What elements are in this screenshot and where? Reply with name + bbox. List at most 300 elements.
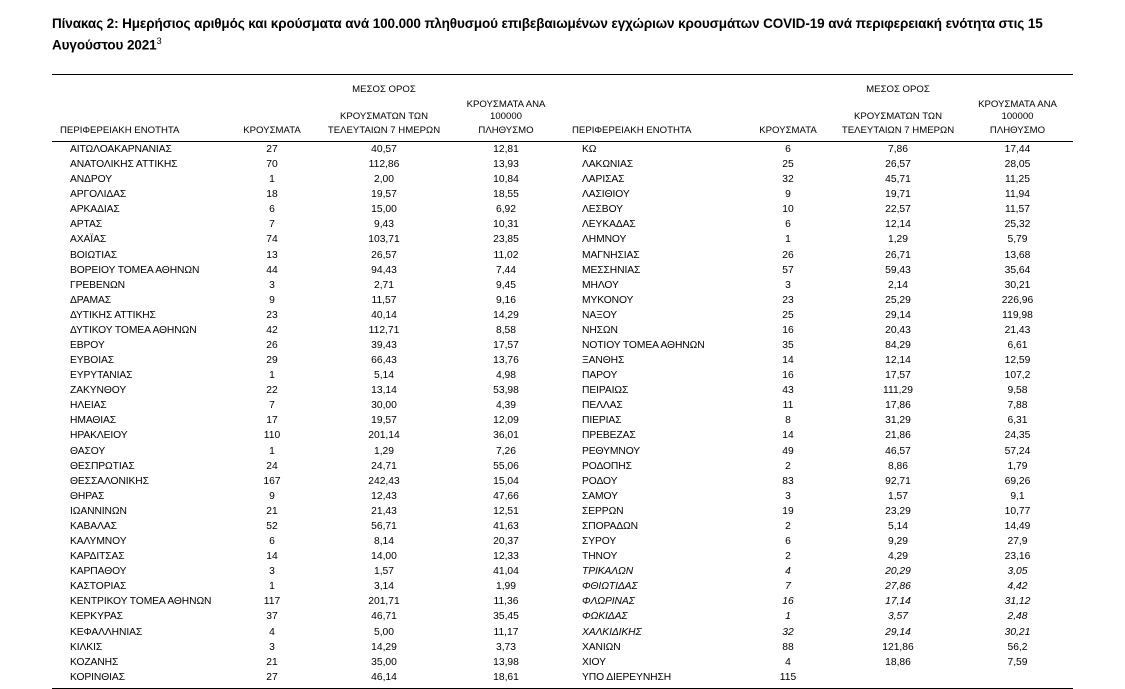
header-avg-right-line2: ΚΡΟΥΣΜΑΤΩΝ ΤΩΝ — [853, 110, 943, 122]
header-blank-per-left — [448, 75, 564, 98]
avg7-left: 19,57 — [371, 189, 397, 201]
cases-right: 43 — [782, 385, 794, 397]
avg7-right: 1,57 — [887, 490, 909, 502]
avg7-right: 19,71 — [885, 189, 911, 201]
avg7-left: 1,29 — [373, 445, 395, 457]
region-name-left: ΘΕΣΠΡΩΤΙΑΣ — [70, 460, 135, 472]
cases-left: 26 — [266, 340, 278, 352]
region-name-right: ΞΑΝΘΗΣ — [582, 355, 625, 367]
avg7-right: 29,14 — [885, 309, 911, 321]
per100k-left: 47,66 — [493, 490, 519, 502]
per100k-left: 55,06 — [493, 460, 519, 472]
region-name-right: ΝΑΞΟΥ — [582, 309, 618, 321]
region-name-left: ΚΟΖΑΝΗΣ — [70, 656, 119, 668]
cases-left: 167 — [263, 475, 281, 487]
region-name-right: ΜΑΓΝΗΣΙΑΣ — [582, 249, 640, 261]
region-name-left: ΕΥΡΥΤΑΝΙΑΣ — [70, 370, 133, 382]
avg7-right: 5,14 — [887, 520, 909, 532]
avg7-right: 22,57 — [885, 204, 911, 216]
region-name-right: ΦΛΩΡΙΝΑΣ — [582, 596, 635, 608]
region-name-left: ΒΟΙΩΤΙΑΣ — [70, 249, 118, 261]
table-row — [52, 308, 1073, 323]
region-name-right: ΛΑΡΙΣΑΣ — [582, 174, 625, 186]
per100k-right: 21,43 — [1004, 324, 1031, 336]
covid-regional-table — [52, 75, 1073, 687]
region-name-right: ΜΥΚΟΝΟΥ — [582, 294, 634, 306]
per100k-left: 12,81 — [493, 144, 519, 155]
region-name-right: ΜΕΣΣΗΝΙΑΣ — [582, 264, 641, 276]
region-name-right: ΛΕΥΚΑΔΑΣ — [582, 219, 636, 231]
cases-right: 23 — [782, 294, 794, 306]
region-name-right: ΛΑΚΩΝΙΑΣ — [582, 159, 634, 171]
avg7-left: 66,43 — [371, 355, 397, 367]
cases-right: 2 — [785, 551, 791, 563]
table-row — [52, 218, 1073, 233]
avg7-left: 46,71 — [371, 611, 397, 623]
per100k-right: 107,2 — [1004, 370, 1031, 382]
cases-left: 117 — [263, 596, 281, 608]
per100k-left: 9,45 — [495, 279, 517, 291]
table-row — [52, 233, 1073, 248]
cases-right: 14 — [782, 355, 794, 367]
cases-right: 9 — [785, 189, 791, 201]
per100k-right: 3,05 — [1007, 566, 1028, 578]
avg7-right: 3,57 — [887, 611, 909, 623]
cases-left: 21 — [266, 505, 278, 517]
region-name-right: ΛΗΜΝΟΥ — [582, 234, 627, 246]
header-avg-left-line2: ΚΡΟΥΣΜΑΤΩΝ ΤΩΝ — [339, 110, 429, 122]
cases-left: 110 — [263, 430, 281, 442]
header-avg-left-line1: ΜΕΣΟΣ ΟΡΟΣ — [352, 84, 416, 96]
table-row — [52, 474, 1073, 489]
avg7-left: 21,43 — [371, 505, 397, 517]
avg7-left: 2,71 — [373, 279, 395, 291]
per100k-right: 7,59 — [1007, 656, 1028, 668]
region-name-left: ΔΥΤΙΚΟΥ ΤΟΜΕΑ ΑΘΗΝΩΝ — [70, 324, 197, 336]
avg7-right: 92,71 — [885, 475, 911, 487]
per100k-left: 18,61 — [493, 671, 519, 683]
header-blank-right-2 — [564, 99, 742, 126]
per100k-left: 35,45 — [493, 611, 519, 623]
region-name-left: ΚΕΦΑΛΛΗΝΙΑΣ — [70, 626, 143, 638]
region-name-right: ΤΗΝΟΥ — [582, 551, 618, 563]
region-name-left: ΕΥΒΟΙΑΣ — [70, 355, 115, 367]
cases-left: 6 — [269, 204, 275, 216]
per100k-right: 9,58 — [1007, 385, 1028, 397]
region-name-left: ΖΑΚΥΝΘΟΥ — [70, 385, 127, 397]
region-name-left: ΗΜΑΘΙΑΣ — [70, 415, 117, 427]
region-name-left: ΑΙΤΩΛΟΑΚΑΡΝΑΝΙΑΣ — [70, 144, 172, 155]
cases-right: 8 — [785, 415, 791, 427]
cases-left: 1 — [269, 370, 275, 382]
avg7-left: 8,14 — [373, 536, 395, 548]
table-row — [52, 640, 1073, 655]
region-name-left: ΘΑΣΟΥ — [70, 445, 106, 457]
avg7-left: 39,43 — [371, 340, 397, 352]
header-region-right: ΠΕΡΙΦΕΡΕΙΑΚΗ ΕΝΟΤΗΤΑ — [572, 125, 692, 137]
avg7-right: 9,29 — [887, 536, 909, 548]
cases-left: 6 — [269, 536, 275, 548]
avg7-left: 56,71 — [371, 520, 397, 532]
table-row — [52, 459, 1073, 474]
avg7-right — [834, 670, 962, 687]
header-row-line3 — [52, 125, 1073, 139]
avg7-right: 27,86 — [885, 581, 911, 593]
table-row — [52, 188, 1073, 203]
avg7-right: 12,14 — [885, 355, 911, 367]
cases-right: 32 — [782, 626, 794, 638]
region-name-right: ΡΟΔΟΥ — [582, 475, 618, 487]
per100k-right: 4,42 — [1007, 581, 1028, 593]
per100k-left: 13,76 — [493, 355, 519, 367]
avg7-left: 3,14 — [373, 581, 395, 593]
per100k-left: 13,98 — [493, 656, 519, 668]
cases-right: 19 — [782, 505, 794, 517]
header-cases-right: ΚΡΟΥΣΜΑΤΑ — [759, 125, 817, 137]
per100k-right: 6,61 — [1007, 340, 1028, 352]
cases-right: 49 — [782, 445, 794, 457]
region-name-left: ΚΑΛΥΜΝΟΥ — [70, 536, 127, 548]
region-name-left: ΑΝΑΤΟΛΙΚΗΣ ΑΤΤΙΚΗΣ — [70, 159, 178, 171]
cases-left: 1 — [269, 445, 275, 457]
region-name-right: ΣΥΡΟΥ — [582, 536, 617, 548]
cases-left: 3 — [269, 279, 275, 291]
avg7-left: 40,14 — [371, 309, 397, 321]
avg7-right: 23,29 — [885, 505, 911, 517]
cases-right: 26 — [782, 249, 794, 261]
region-name-left: ΚΙΛΚΙΣ — [70, 641, 103, 653]
region-name-right: ΝΗΣΩΝ — [582, 324, 618, 336]
header-avg-right-line1: ΜΕΣΟΣ ΟΡΟΣ — [866, 84, 930, 96]
avg7-right: 1,29 — [887, 234, 909, 246]
table-row — [52, 610, 1073, 625]
table-row — [52, 519, 1073, 534]
cases-left: 9 — [269, 490, 275, 502]
per100k-right: 9,1 — [1010, 490, 1025, 502]
table-row — [52, 625, 1073, 640]
table-row — [52, 173, 1073, 188]
footnote-marker: 3 — [156, 35, 162, 46]
cases-right: 10 — [782, 204, 794, 216]
per100k-left: 9,16 — [495, 294, 517, 306]
table-header — [52, 75, 1073, 142]
region-name-left: ΗΡΑΚΛΕΙΟΥ — [70, 430, 128, 442]
header-avg-left-line3: ΤΕΛΕΥΤΑΙΩΝ 7 ΗΜΕΡΩΝ — [327, 125, 441, 137]
per100k-left: 12,51 — [493, 505, 519, 517]
table-row — [52, 369, 1073, 384]
region-name-left: ΑΡΚΑΔΙΑΣ — [70, 204, 120, 216]
cases-right: 3 — [785, 490, 791, 502]
per100k-left: 10,31 — [493, 219, 519, 231]
per100k-left: 4,39 — [495, 400, 517, 412]
avg7-right: 17,14 — [885, 596, 911, 608]
cases-right: 83 — [782, 475, 794, 487]
region-name-right: ΜΗΛΟΥ — [582, 279, 619, 291]
table-row — [52, 263, 1073, 278]
region-name-right: ΝΟΤΙΟΥ ΤΟΜΕΑ ΑΘΗΝΩΝ — [582, 340, 705, 352]
avg7-left: 5,00 — [373, 626, 395, 638]
region-name-left: ΑΡΓΟΛΙΔΑΣ — [70, 189, 127, 201]
cases-left: 70 — [266, 159, 278, 171]
avg7-left: 30,00 — [371, 400, 397, 412]
per100k-left: 6,92 — [495, 204, 517, 216]
header-row-line2 — [52, 99, 1073, 126]
avg7-left: 103,71 — [368, 234, 400, 246]
per100k-right: 226,96 — [1001, 294, 1034, 306]
region-name-right: ΧΑΝΙΩΝ — [582, 641, 621, 653]
table-row — [52, 278, 1073, 293]
cases-right: 32 — [782, 174, 794, 186]
region-name-right: ΧΑΛΚΙΔΙΚΗΣ — [582, 626, 642, 638]
per100k-right: 10,77 — [1004, 505, 1031, 517]
per100k-right: 35,64 — [1004, 264, 1031, 276]
per100k-left: 13,93 — [493, 159, 519, 171]
cases-left: 18 — [266, 189, 278, 201]
avg7-left: 14,29 — [371, 641, 397, 653]
per100k-right: 30,21 — [1004, 279, 1031, 291]
header-per-left-line1: ΚΡΟΥΣΜΑΤΑ ΑΝΑ 100000 — [466, 98, 546, 122]
per100k-left: 4,98 — [495, 370, 517, 382]
cases-right: 88 — [782, 641, 794, 653]
avg7-right: 18,86 — [885, 656, 911, 668]
region-name-right: ΤΡΙΚΑΛΩΝ — [582, 566, 634, 578]
region-name-left: ΑΧΑΪΑΣ — [70, 234, 107, 246]
cases-left: 7 — [269, 219, 275, 231]
per100k-right: 6,31 — [1007, 415, 1028, 427]
per100k-right: 31,12 — [1004, 596, 1031, 608]
per100k-left: 17,57 — [493, 340, 519, 352]
region-name-left: ΚΕΝΤΡΙΚΟΥ ΤΟΜΕΑ ΑΘΗΝΩΝ — [70, 596, 212, 608]
region-name-left: ΑΡΤΑΣ — [70, 219, 102, 231]
table-row — [52, 399, 1073, 414]
per100k-left: 53,98 — [493, 385, 519, 397]
cases-right: 3 — [785, 279, 791, 291]
header-row-line1 — [52, 75, 1073, 98]
table-row — [52, 323, 1073, 338]
avg7-right: 17,57 — [885, 370, 911, 382]
per100k-right: 5,79 — [1007, 234, 1028, 246]
table-row — [52, 550, 1073, 565]
avg7-right: 45,71 — [885, 174, 911, 186]
header-cases-left: ΚΡΟΥΣΜΑΤΑ — [243, 125, 301, 137]
region-name-left: ΒΟΡΕΙΟΥ ΤΟΜΕΑ ΑΘΗΝΩΝ — [70, 264, 200, 276]
cases-left: 42 — [266, 324, 278, 336]
cases-right: 14 — [782, 430, 794, 442]
cases-right: 11 — [782, 400, 794, 412]
table-caption — [52, 14, 1073, 56]
avg7-right: 21,86 — [885, 430, 911, 442]
table-row — [52, 565, 1073, 580]
cases-right: 6 — [785, 144, 791, 155]
cases-right: 25 — [782, 309, 794, 321]
header-region-left: ΠΕΡΙΦΕΡΕΙΑΚΗ ΕΝΟΤΗΤΑ — [60, 125, 180, 137]
per100k-right: 12,59 — [1004, 355, 1031, 367]
avg7-left: 40,57 — [371, 144, 397, 155]
per100k-left: 23,85 — [493, 234, 519, 246]
table-row — [52, 655, 1073, 670]
avg7-left: 112,71 — [368, 324, 400, 336]
region-name-left: ΚΟΡΙΝΘΙΑΣ — [70, 671, 125, 683]
header-blank-cases-right-2 — [742, 99, 834, 126]
cases-right: 4 — [785, 566, 791, 578]
avg7-left: 24,71 — [371, 460, 397, 472]
header-blank-right — [564, 75, 742, 98]
table-row — [52, 384, 1073, 399]
region-name-left: ΕΒΡΟΥ — [70, 340, 105, 352]
per100k-right — [962, 670, 1073, 687]
per100k-right: 14,49 — [1004, 520, 1031, 532]
cases-left: 21 — [266, 656, 278, 668]
table-row — [52, 203, 1073, 218]
cases-right: 2 — [785, 520, 791, 532]
cases-left: 1 — [269, 174, 275, 186]
cases-left: 1 — [269, 581, 275, 593]
region-name-right: ΛΕΣΒΟΥ — [582, 204, 623, 216]
cases-right: 57 — [782, 264, 794, 276]
region-name-right: ΠΙΕΡΙΑΣ — [582, 415, 622, 427]
cases-left: 23 — [266, 309, 278, 321]
per100k-right: 119,98 — [1002, 309, 1033, 321]
region-name-right: ΠΕΙΡΑΙΩΣ — [582, 385, 629, 397]
avg7-left: 11,57 — [371, 294, 397, 306]
table-row — [52, 670, 1073, 687]
region-name-left: ΚΑΒΑΛΑΣ — [70, 520, 117, 532]
avg7-right: 111,29 — [883, 385, 913, 397]
table-row — [52, 293, 1073, 308]
per100k-left: 41,04 — [493, 566, 519, 578]
table-row — [52, 504, 1073, 519]
avg7-right: 17,86 — [885, 400, 911, 412]
per100k-right: 56,2 — [1007, 641, 1028, 653]
avg7-right: 31,29 — [885, 415, 911, 427]
avg7-left: 112,86 — [368, 159, 400, 171]
cases-right: 16 — [782, 324, 794, 336]
cases-left: 22 — [266, 385, 278, 397]
avg7-left: 9,43 — [373, 219, 395, 231]
region-name-right: ΣΕΡΡΩΝ — [582, 505, 624, 517]
per100k-right: 11,57 — [1004, 204, 1030, 216]
header-blank-cases-left-2 — [224, 99, 320, 126]
region-name-left: ΙΩΑΝΝΙΝΩΝ — [70, 505, 127, 517]
per100k-right: 11,94 — [1004, 189, 1030, 201]
region-name-left: ΔΥΤΙΚΗΣ ΑΤΤΙΚΗΣ — [70, 309, 156, 321]
avg7-right: 8,86 — [887, 460, 909, 472]
region-name-left: ΚΑΣΤΟΡΙΑΣ — [70, 581, 127, 593]
cases-right: 1 — [785, 611, 791, 623]
region-name-left: ΑΝΔΡΟΥ — [70, 174, 112, 186]
region-name-left: ΘΗΡΑΣ — [70, 490, 105, 502]
cases-right: 6 — [785, 219, 791, 231]
region-name-right: ΦΩΚΙΔΑΣ — [582, 611, 628, 623]
avg7-right: 29,14 — [885, 626, 911, 638]
avg7-right: 25,29 — [885, 294, 911, 306]
table-row — [52, 414, 1073, 429]
per100k-right: 13,68 — [1004, 249, 1031, 261]
per100k-left: 11,36 — [493, 596, 519, 608]
cases-right: 35 — [782, 340, 794, 352]
region-name-left: ΚΑΡΠΑΘΟΥ — [70, 566, 127, 578]
table-row — [52, 142, 1073, 158]
per100k-left: 14,29 — [493, 309, 519, 321]
per100k-left: 12,33 — [493, 551, 519, 563]
header-per-right-line2: ΠΛΗΘΥΣΜΟ — [989, 125, 1046, 137]
region-name-right: ΥΠΟ ΔΙΕΡΕΥΝΗΣΗ — [582, 671, 672, 683]
header-blank-left-2 — [52, 99, 224, 126]
avg7-right: 59,43 — [885, 264, 911, 276]
per100k-right: 24,35 — [1004, 430, 1031, 442]
per100k-right: 23,16 — [1004, 551, 1031, 563]
cases-left: 37 — [266, 611, 278, 623]
avg7-left: 1,57 — [373, 566, 395, 578]
table-row — [52, 534, 1073, 549]
cases-left: 44 — [266, 264, 278, 276]
region-name-left: ΚΕΡΚΥΡΑΣ — [70, 611, 123, 623]
per100k-left: 36,01 — [493, 430, 519, 442]
cases-left: 7 — [269, 400, 275, 412]
region-name-right: ΣΠΟΡΑΔΩΝ — [582, 520, 638, 532]
cases-left: 27 — [266, 144, 278, 155]
avg7-right: 46,57 — [885, 445, 911, 457]
cases-right: 2 — [785, 460, 791, 472]
per100k-right: 1,79 — [1007, 460, 1028, 472]
avg7-right: 26,57 — [885, 159, 911, 171]
region-name-left: ΘΕΣΣΑΛΟΝΙΚΗΣ — [70, 475, 149, 487]
cases-right: 6 — [785, 536, 791, 548]
per100k-left: 7,44 — [495, 264, 517, 276]
cases-left: 3 — [269, 566, 275, 578]
cases-right: 7 — [785, 581, 791, 593]
per100k-right: 17,44 — [1004, 144, 1031, 155]
region-name-left: ΓΡΕΒΕΝΩΝ — [70, 279, 125, 291]
per100k-left: 41,63 — [493, 520, 519, 532]
table-row — [52, 429, 1073, 444]
per100k-left: 7,26 — [495, 445, 517, 457]
per100k-right: 7,88 — [1007, 400, 1028, 412]
avg7-right: 2,14 — [887, 279, 909, 291]
cases-right: 115 — [779, 671, 797, 683]
per100k-right: 28,05 — [1004, 159, 1031, 171]
avg7-left: 35,00 — [371, 656, 397, 668]
table-row — [52, 157, 1073, 172]
avg7-left: 94,43 — [371, 264, 397, 276]
table-row — [52, 444, 1073, 459]
avg7-right: 7,86 — [887, 144, 909, 155]
table-row — [52, 338, 1073, 353]
region-name-right: ΠΡΕΒΕΖΑΣ — [582, 430, 636, 442]
per100k-right: 30,21 — [1004, 626, 1031, 638]
avg7-left: 201,71 — [368, 596, 400, 608]
table-row — [52, 248, 1073, 263]
avg7-left: 2,00 — [373, 174, 395, 186]
region-name-right: ΛΑΣΙΘΙΟΥ — [582, 189, 630, 201]
cases-left: 3 — [269, 641, 275, 653]
cases-left: 4 — [269, 626, 275, 638]
avg7-right: 121,86 — [882, 641, 914, 653]
per100k-left: 15,04 — [493, 475, 519, 487]
cases-left: 17 — [266, 415, 278, 427]
avg7-right: 4,29 — [887, 551, 909, 563]
per100k-right: 57,24 — [1004, 445, 1031, 457]
cases-left: 52 — [266, 520, 278, 532]
header-per-left-line2: ΠΛΗΘΥΣΜΟ — [478, 125, 534, 137]
per100k-left: 8,58 — [495, 324, 517, 336]
header-blank-per-right — [962, 75, 1073, 98]
table-caption-text: Πίνακας 2: Ημερήσιος αριθμός και κρούσματα ανά 100.000 πληθυσμού επιβεβαιωμένων εγχώριων κρουσμάτων COVID-19 ανά περιφερειακή ενότητα στις 15 Αυγούστου 2021 — [52, 16, 1043, 53]
avg7-right: 20,43 — [885, 324, 911, 336]
table-row — [52, 595, 1073, 610]
avg7-left: 13,14 — [371, 385, 397, 397]
table-body — [52, 142, 1073, 688]
